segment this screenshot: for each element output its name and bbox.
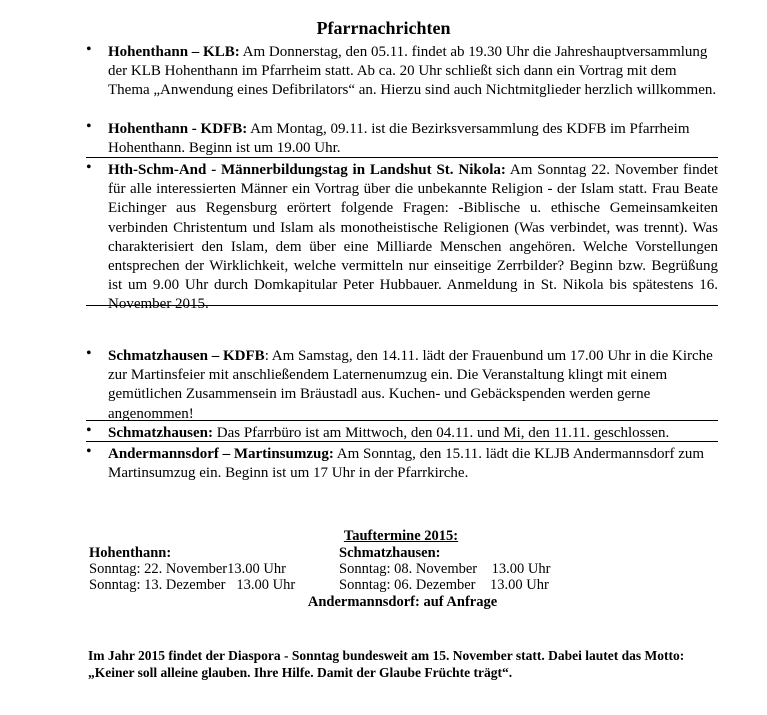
bullet-icon: • bbox=[86, 159, 92, 176]
divider bbox=[86, 420, 718, 421]
tauftermine-row: Sonntag: 08. November 13.00 Uhr bbox=[339, 561, 551, 578]
news-item-heading: Hohenthann - KDFB: bbox=[108, 121, 248, 137]
news-item-heading: Schmatzhausen – KDFB bbox=[108, 348, 265, 364]
news-item-kdfb-hohenthann bbox=[108, 120, 718, 158]
diaspora-motto: „Keiner soll alleine glauben. Ihre Hilfe. Damit der Glaube Früchte trägt“. bbox=[88, 664, 513, 680]
news-item-text: Am Montag, 09.11. ist die Bezirksversammlung des KDFB im Pfarrheim Hohenthann. Beginn ist um 19.00 Uhr. bbox=[108, 121, 690, 157]
news-item-martinsumzug bbox=[108, 445, 718, 483]
diaspora-line: Im Jahr 2015 findet der Diaspora - Sonntag bundesweit am 15. November statt. Dabei lautet das Motto: bbox=[88, 648, 685, 663]
tauftermine-row: Sonntag: 13. Dezember 13.00 Uhr bbox=[89, 577, 296, 594]
news-item-text: Am Sonntag 22. November findet für alle interessierten Männer ein Vortrag über die unbekannte Religion - der Islam statt. Frau Beate Eichinger aus Regensburg erörtert folgende Fragen: -Biblische u. ethische Gemeinsamkeiten verbinden Christentum und Islam als monotheistische Religionen (Was verbindet, was trennt). Was charakterisiert den Islam, dem über eine Milliarde Menschen angehören. Welche Vorstellungen entsprechen der Wirklichkeit, welche vermitteln nur einseitige Zerrbilder? Beginn bzw. Begrüßung ist um 9.00 Uhr durch Domkapitular Peter Hubbauer. Anmeldung in St. Nikola bis spätestens 16. November 2015. bbox=[108, 162, 718, 313]
bullet-icon: • bbox=[86, 118, 92, 135]
bullet-icon: • bbox=[86, 41, 92, 58]
news-item-text: Am Donnerstag, den 05.11. findet ab 19.30 Uhr die Jahreshauptversammlung der KLB Hohenthann im Pfarrheim statt. Ab ca. 20 Uhr schließt sich dann ein Vortrag mit dem Thema „Anwendung eines Defibrilators“ an. Hierzu sind auch Nichtmitglieder herzlich willkommen. bbox=[108, 44, 717, 99]
bullet-icon: • bbox=[86, 443, 92, 460]
tauftermine-hohenthann-heading: Hohenthann: bbox=[89, 545, 172, 561]
news-item-heading: Schmatzhausen: bbox=[108, 425, 214, 441]
tauftermine-title: Tauftermine 2015: bbox=[343, 528, 459, 544]
news-item-heading: Andermannsdorf – Martinsumzug: bbox=[108, 446, 334, 462]
news-item-maennerbildungstag bbox=[108, 161, 718, 315]
tauftermine-schmatzhausen-heading: Schmatzhausen: bbox=[339, 545, 441, 561]
divider bbox=[86, 157, 718, 158]
bullet-icon: • bbox=[86, 345, 92, 362]
news-item-kdfb-schmatzhausen bbox=[108, 347, 718, 424]
news-item-text: Das Pfarrbüro ist am Mittwoch, den 04.11. und Mi, den 11.11. geschlossen. bbox=[213, 425, 670, 441]
bullet-icon: • bbox=[86, 422, 92, 439]
divider bbox=[86, 305, 718, 306]
tauftermine-schmatzhausen bbox=[339, 545, 550, 594]
diaspora-note bbox=[88, 648, 718, 682]
tauftermine-row: Sonntag: 22. November13.00 Uhr bbox=[89, 561, 286, 578]
tauftermine-hohenthann bbox=[89, 545, 295, 594]
news-item-heading: Hohenthann – KLB: bbox=[108, 44, 240, 60]
tauftermine-andermannsdorf: Andermannsdorf: auf Anfrage bbox=[307, 594, 498, 610]
news-item-klb bbox=[108, 43, 718, 101]
page-title: Pfarrnachrichten bbox=[316, 18, 451, 38]
news-item-text: : Am Samstag, den 14.11. lädt der Frauenbund um 17.00 Uhr in die Kirche zur Martinsfeier mit anschließendem Laternenumzug ein. Die Veranstaltung klingt mit einem gemütlichen Zusammensein im Bräustadl aus. Kuchen- und Gebäckspenden werden gerne angenommen! bbox=[108, 348, 713, 422]
news-item-heading: Hth-Schm-And - Männerbildungstag in Landshut St. Nikola: bbox=[108, 162, 506, 178]
tauftermine-row: Sonntag: 06. Dezember 13.00 Uhr bbox=[339, 577, 549, 594]
divider bbox=[86, 441, 718, 442]
news-item-text: Am Sonntag, den 15.11. lädt die KLJB Andermannsdorf zum Martinsumzug ein. Beginn ist um 17 Uhr in der Pfarrkirche. bbox=[108, 446, 705, 482]
